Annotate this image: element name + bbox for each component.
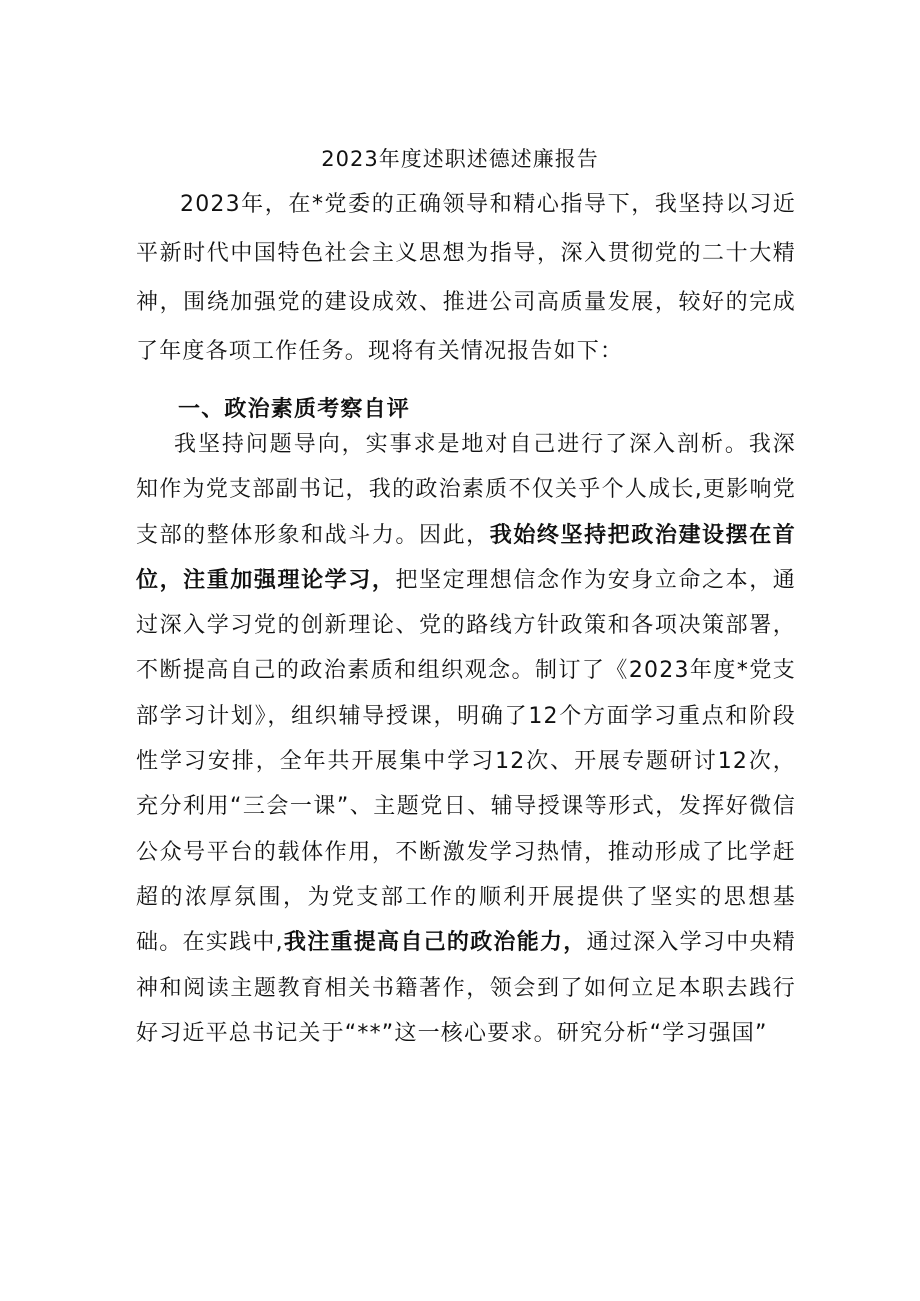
document-title: 2023年度述职述德述廉报告 (321, 147, 599, 171)
paragraph-text: 我坚持问题导向，实事求是地对自己进行了深入剖析。我深知作为党支部副书记，我的政治素质不仅关乎个人成长,更影响党支部的整体形象和战斗力。因此， (136, 432, 796, 548)
section-paragraph (136, 422, 796, 1056)
paragraph-text: 把坚定理想信念作为安身立命之本，通过深入学习党的创新理论、党的路线方针政策和各项决策部署，不断提高自己的政治素质和组织观念。制订了《2023年度*党支部学习计划》，组织辅导授课，明确了12个方面学习重点和阶段性学习安排，全年共开展集中学习12次、开展专题研讨12次，充分利用“三会一课”、主题党日、辅导授课等形式，发挥好微信公众号平台的载体作用，不断激发学习热情，推动形成了比学赶超的浓厚氛围，为党支部工作的顺利开展提供了坚实的思想基础。在实践中, (136, 567, 796, 956)
emphasis-text: 我始终坚持把政治建设摆在首位，注重加强理论学习， (136, 522, 796, 593)
section-heading: 一、政治素质考察自评 (178, 397, 411, 422)
intro-paragraph: 2023年，在*党委的正确领导和精心指导下，我坚持以习近平新时代中国特色社会主义思想为指导，深入贯彻党的二十大精神，围绕加强党的建设成效、推进公司高质量发展，较好的完成了年度各项工作任务。现将有关情况报告如下： (136, 192, 796, 364)
emphasis-text: 我注重提高自己的政治能力， (283, 930, 587, 956)
paragraph-text: 通过深入学习中央精神和阅读主题教育相关书籍著作，领会到了如何立足本职去践行好习近平总书记关于“**”这一核心要求。研究分析“学习强国” (136, 930, 796, 1046)
